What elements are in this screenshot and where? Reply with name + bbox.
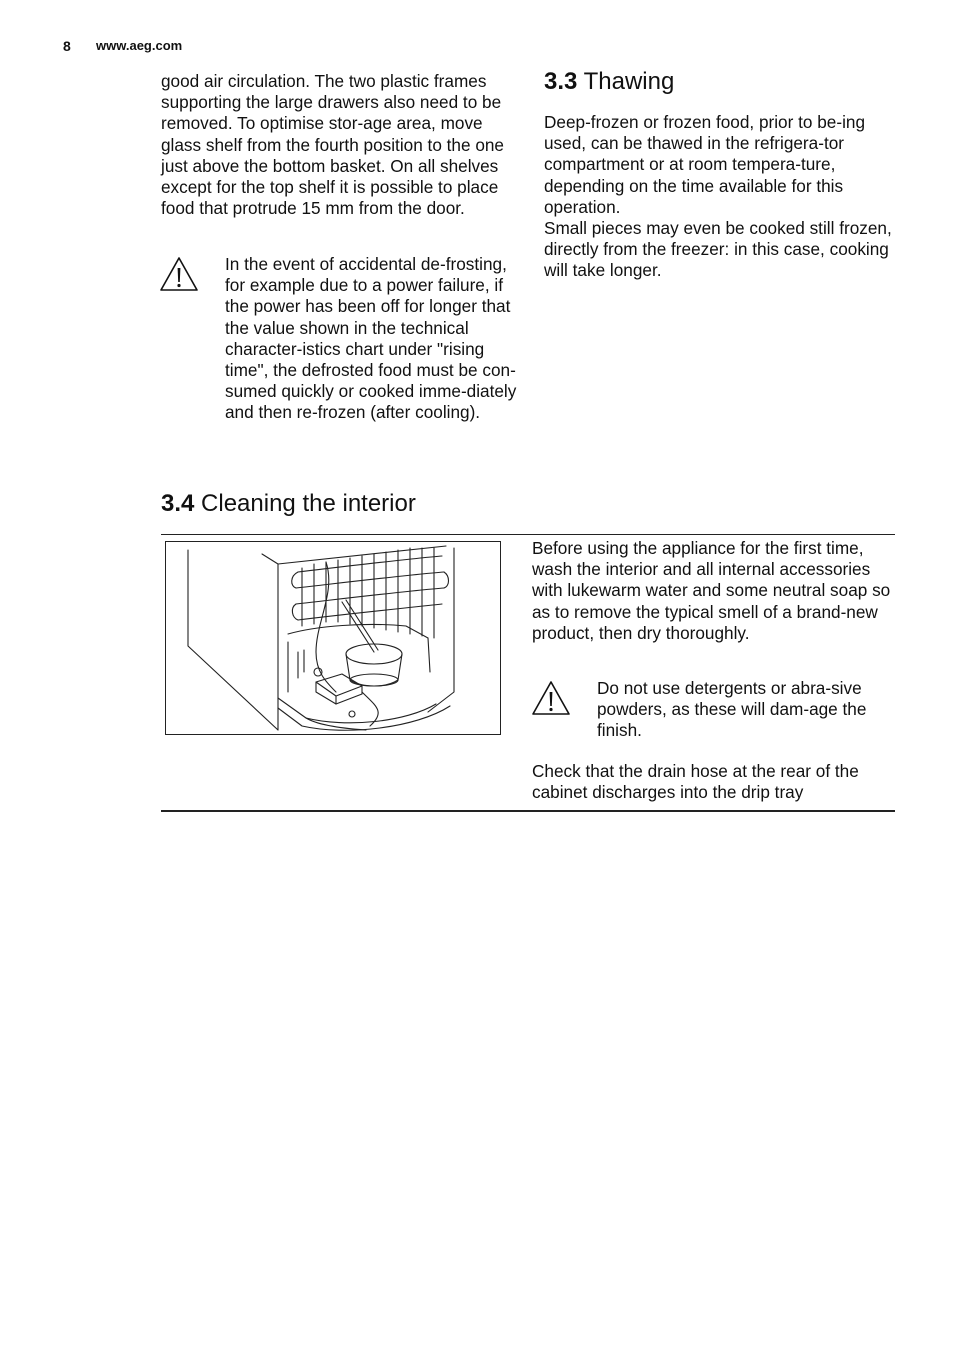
section-number: 3.3 bbox=[544, 68, 578, 95]
warning-detergent-text: Do not use detergents or abra-sive powders, as these will dam-age the finish. bbox=[597, 678, 867, 741]
section-title: Cleaning the interior bbox=[201, 490, 416, 517]
drain-hose-check-text: Check that the drain hose at the rear of the cabinet discharges into the drip tray bbox=[532, 761, 859, 803]
page-number: 8 bbox=[63, 38, 71, 54]
table-rule-top bbox=[161, 534, 895, 535]
thawing-body bbox=[544, 112, 904, 282]
cleaning-paragraph: Before using the appliance for the first time, wash the interior and all internal accessories with lukewarm water and some neutral soap so as to remove the typical smell of a brand-new product, then dry thoroughly. bbox=[532, 538, 891, 643]
table-rule-bottom bbox=[161, 810, 895, 812]
website-url[interactable]: www.aeg.com bbox=[96, 38, 183, 53]
interior-illustration bbox=[165, 541, 501, 735]
section-title: Thawing bbox=[583, 68, 675, 95]
warning-defrost-text: In the event of accidental de-frosting, for example due to a power failure, if the power has been off for longer that the value shown in the technical character-istics chart under "rising time", the defrosted food must be con-sumed quickly or cooked imme-diately and then re-frozen (after cooling). bbox=[225, 254, 517, 423]
left-column-paragraph: good air circulation. The two plastic frames supporting the large drawers also need to be removed. To optimise stor-age area, move glass shelf from the fourth position to the one just above the bottom basket. On all shelves except for the top shelf it is possible to place food that protrude 15 mm from the door. bbox=[161, 71, 504, 219]
section-number: 3.4 bbox=[161, 490, 195, 517]
thawing-paragraph-1: Deep-frozen or frozen food, prior to be-ing used, can be thawed in the refrigera-tor compartment or at room tempera-ture, depending on the time available for this operation. bbox=[544, 112, 866, 217]
section-heading-cleaning bbox=[161, 490, 416, 518]
thawing-paragraph-2: Small pieces may even be cooked still frozen, directly from the freezer: in this case, cooking will take longer. bbox=[544, 218, 892, 281]
warning-triangle-icon bbox=[159, 256, 199, 292]
section-heading-thawing bbox=[544, 68, 674, 96]
warning-triangle-icon bbox=[531, 680, 571, 716]
